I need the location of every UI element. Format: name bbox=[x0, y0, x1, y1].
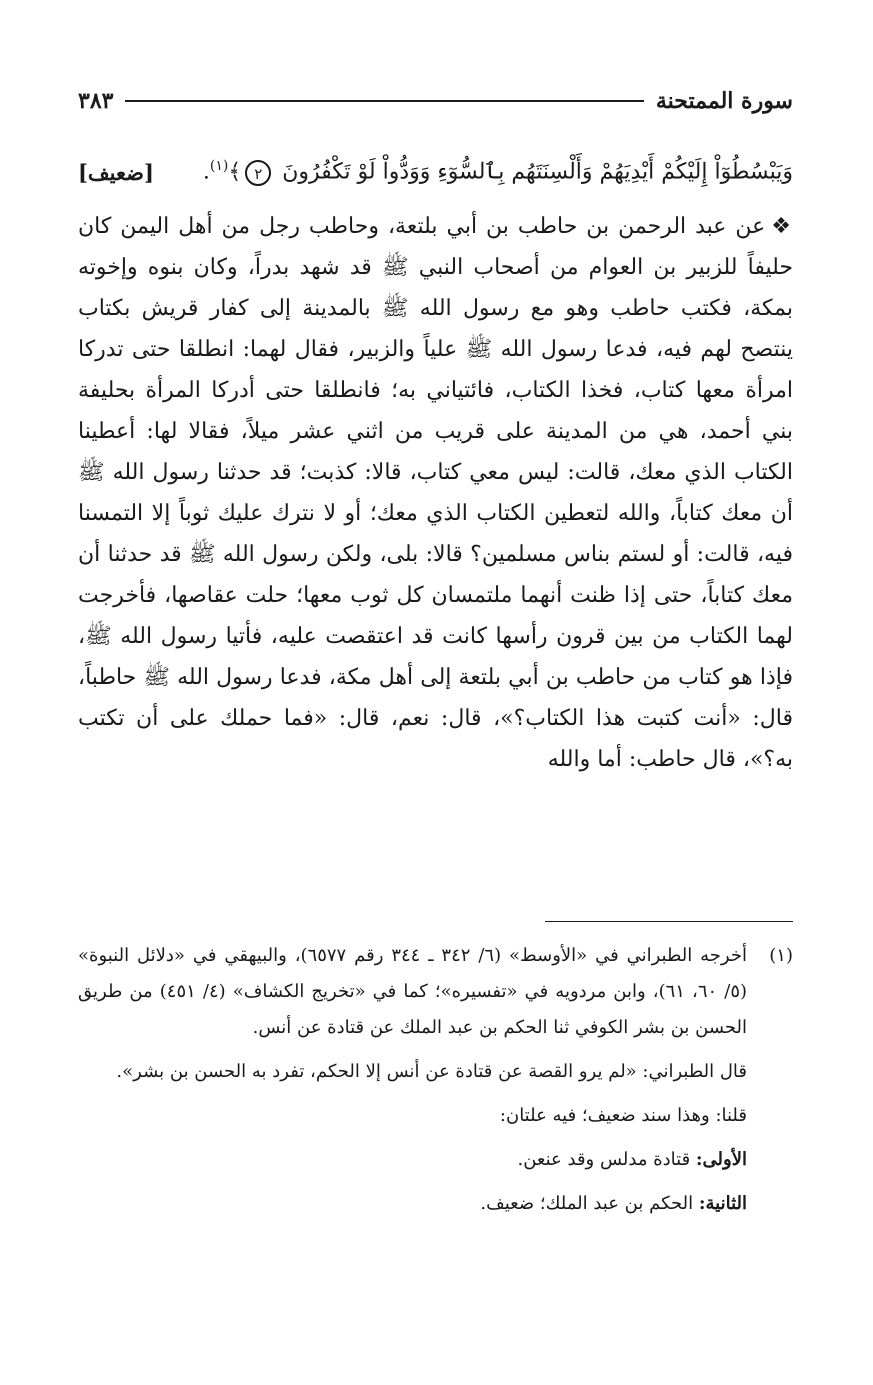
first-defect-label: الأولى: bbox=[695, 1149, 747, 1170]
footnote-1 bbox=[78, 938, 793, 1222]
running-header bbox=[78, 86, 793, 116]
second-defect-label: الثانية: bbox=[698, 1193, 747, 1214]
footnote-separator bbox=[545, 921, 793, 922]
verse-trail: . bbox=[202, 159, 210, 185]
first-defect-text: قتادة مدلس وقد عنعن. bbox=[517, 1149, 696, 1170]
hadith-body bbox=[78, 206, 793, 780]
surah-title: سورة الممتحنة bbox=[655, 88, 793, 114]
verse-number-mark: ٢ bbox=[245, 160, 271, 186]
footnote-body bbox=[78, 938, 747, 1222]
hadith-grade: [ضعيف] bbox=[78, 159, 154, 185]
second-defect-text: الحكم بن عبد الملك؛ ضعيف. bbox=[480, 1193, 699, 1214]
paragraph-marker: ❖ bbox=[771, 214, 793, 239]
footnotes-section bbox=[78, 938, 793, 1222]
footnote-reference: (١) bbox=[209, 158, 229, 175]
footnote-first-defect bbox=[78, 1142, 747, 1178]
footnote-paragraph-3: قلنا: وهذا سند ضعيف؛ فيه علتان: bbox=[499, 1105, 747, 1126]
footnote-second-defect bbox=[78, 1186, 747, 1222]
verse-text: وَيَبْسُطُوٓاْ إِلَيْكُمْ أَيْدِيَهُمْ وَأَلْسِنَتَهُم بِٱلسُّوٓءِ وَوَدُّواْ لَوْ تَكْفُرُونَ bbox=[282, 159, 793, 185]
footnote-number: (١) bbox=[769, 945, 793, 966]
quran-verse-line bbox=[78, 150, 793, 194]
page-number: ٣٨٣ bbox=[78, 88, 114, 114]
footnote-paragraph-1: أخرجه الطبراني في «الأوسط» (٦/ ٣٤٢ ـ ٣٤٤ رقم ٦٥٧٧)، والبيهقي في «دلائل النبوة» (٥/ ٦٠، ٦١)، وابن مردويه في «تفسيره»؛ كما في «تخريج الكشاف» (٤/ ٤٥١) من طريق الحسن بن بشر الكوفي ثنا الحكم بن عبد الملك عن قتادة عن أنس. bbox=[78, 945, 748, 1038]
verse-close-bracket: ﴾ bbox=[228, 159, 242, 185]
footnote-paragraph-2: قال الطبراني: «لم يرو القصة عن قتادة عن أنس إلا الحكم، تفرد به الحسن بن بشر». bbox=[116, 1061, 747, 1082]
verse-text-group bbox=[203, 158, 793, 185]
header-rule bbox=[125, 100, 643, 102]
hadith-text: عن عبد الرحمن بن حاطب بن أبي بلتعة، وحاطب رجل من أهل اليمن كان حليفاً للزبير بن العوام من أصحاب النبي ﷺ قد شهد بدراً، وكان بنوه وإخوته بمكة، فكتب حاطب وهو مع رسول الله ﷺ بالمدينة إلى كفار قريش بكتاب ينتصح لهم فيه، فدعا رسول الله ﷺ علياً والزبير، فقال لهما: انطلقا حتى تدركا امرأة معها كتاب، فخذا الكتاب، فائتياني به؛ فانطلقا حتى أدركا المرأة بحليفة بني أحمد، هي من المدينة على قريب من اثني عشر ميلاً، فقالا لها: أعطينا الكتاب الذي معك، قالت: ليس معي كتاب، قالا: كذبت؛ قد حدثنا رسول الله ﷺ أن معك كتاباً، والله لتعطين الكتاب الذي معك؛ أو لا نترك عليك ثوباً إلا التمسنا فيه، قالت: أو لستم بناس مسلمين؟ قالا: بلى، ولكن رسول الله ﷺ قد حدثنا أن معك كتاباً، حتى إذا ظنت أنهما ملتمسان كل ثوب معها؛ حلت عقاصها، فأخرجت لهما الكتاب من بين قرون رأسها كانت قد اعتقصت عليه، فأتيا رسول الله ﷺ، فإذا هو كتاب من حاطب بن أبي بلتعة إلى أهل مكة، فدعا رسول الله ﷺ حاطباً، قال: «أنت كتبت هذا الكتاب؟»، قال: نعم، قال: «فما حملك على أن تكتب به؟»، قال حاطب: أما والله bbox=[78, 214, 793, 772]
